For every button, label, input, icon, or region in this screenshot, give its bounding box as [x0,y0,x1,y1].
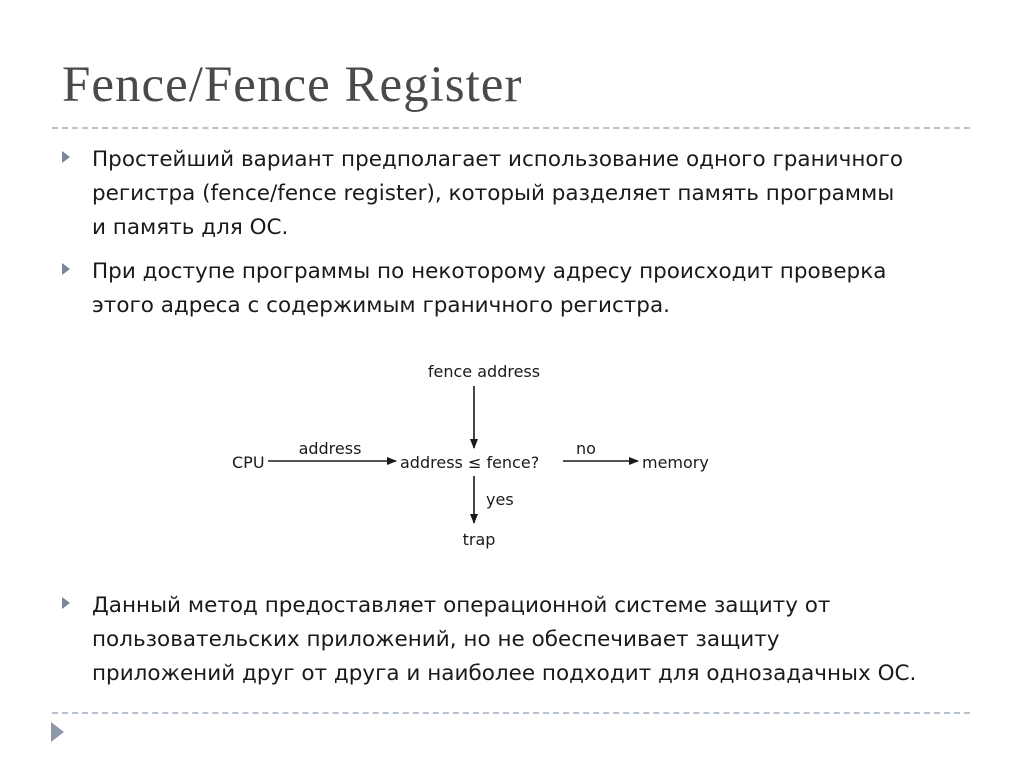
footer-divider [52,712,970,714]
bullet-line: регистра (fence/fence register), который разделяет память программы [92,181,895,206]
bullet-text [92,589,962,691]
bullet-line: пользовательских приложений, но не обеспечивает защиту [92,627,780,652]
bullet-line: этого адреса с содержимым граничного регистра. [92,293,670,318]
bullet-line: и память для ОС. [92,215,289,240]
diagram-cpu: CPU [232,453,265,472]
bullet-triangle-icon [62,597,70,609]
slide-nav-triangle-icon [51,722,64,742]
diagram-fence-address: fence address [427,362,541,381]
diagram-yes-label: yes [486,490,514,509]
diagram-trap: trap [462,530,496,549]
bullet-line: Простейший вариант предполагает использование одного граничного [92,147,903,172]
bullet-line: приложений друг от друга и наиболее подходит для однозадачных ОС. [92,661,917,686]
diagram-condition: address ≤ fence? [400,453,540,472]
slide-title: Fence/Fence Register [62,57,523,113]
bullet-line: При доступе программы по некоторому адресу происходит проверка [92,259,887,284]
diagram-no-label: no [576,439,596,458]
bullet-line: Данный метод предоставляет операционной системе защиту от [92,593,831,618]
bullet-item [62,589,962,691]
diagram-address-label: address [298,439,362,458]
diagram-memory: memory [642,453,709,472]
